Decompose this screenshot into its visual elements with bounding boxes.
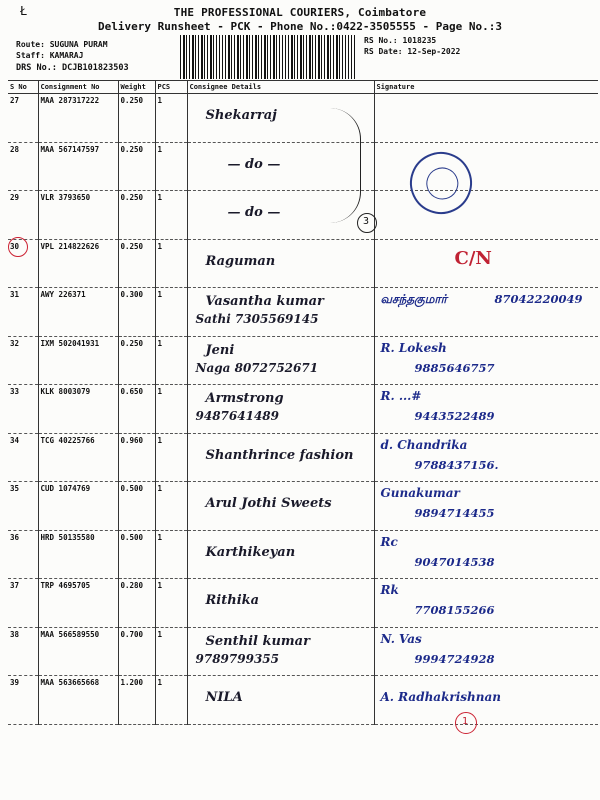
row-pcs: 1 — [155, 385, 187, 434]
rs-date: RS Date: 12-Sep-2022 — [364, 47, 461, 56]
row-consignment-no: CUD 1074769 — [38, 482, 118, 531]
runsheet-table — [8, 80, 598, 725]
table-row — [8, 676, 598, 725]
row-sno: 38 — [8, 627, 38, 676]
row-pcs: 1 — [155, 627, 187, 676]
row-sno: 35 — [8, 482, 38, 531]
consignee-phone: 9487641489 — [195, 409, 279, 423]
row-30-circle — [8, 237, 28, 257]
consignee-name: NILA — [205, 690, 243, 705]
row-pcs: 1 — [155, 191, 187, 240]
row-sno: 37 — [8, 579, 38, 628]
row-signature — [374, 142, 598, 191]
corner-mark: Ł — [20, 4, 28, 18]
recipient-phone: 9788437156. — [414, 457, 499, 472]
row-consignee-details — [187, 530, 374, 579]
consignee-phone: Sathi 7305569145 — [195, 312, 319, 326]
col-signature: Signature — [374, 81, 598, 94]
recipient-signature: வசந்தகுமார் — [380, 292, 447, 306]
recipient-phone: 87042220049 — [494, 292, 583, 306]
row-sno: 33 — [8, 385, 38, 434]
drs-number: DRS No.: DCJB101823503 — [16, 63, 129, 73]
consignee-name: Senthil kumar — [205, 633, 310, 649]
row-signature — [374, 579, 598, 628]
row-sno: 39 — [8, 676, 38, 725]
row-consignment-no: TRP 4695705 — [38, 579, 118, 628]
route-label: Route: SUGUNA PURAM — [16, 40, 108, 49]
row-signature — [374, 336, 598, 385]
table-row — [8, 288, 598, 337]
recipient-signature: Rc — [380, 534, 398, 549]
row-signature — [374, 627, 598, 676]
row-pcs: 1 — [155, 336, 187, 385]
row-weight: 0.250 — [118, 94, 155, 143]
row-signature — [374, 433, 598, 482]
row-signature — [374, 385, 598, 434]
footer-mark: 1 — [462, 716, 469, 727]
row-signature — [374, 288, 598, 337]
table-row — [8, 336, 598, 385]
row-sno: 36 — [8, 530, 38, 579]
row-signature — [374, 676, 598, 725]
row-sno: 31 — [8, 288, 38, 337]
consignee-phone: Naga 8072752671 — [195, 360, 319, 375]
table-row — [8, 530, 598, 579]
row-consignee-details — [187, 676, 374, 725]
row-sno: 32 — [8, 336, 38, 385]
table-row — [8, 627, 598, 676]
row-pcs: 1 — [155, 482, 187, 531]
consignee-phone: 9789799355 — [195, 651, 279, 666]
row-sno: 30 — [8, 239, 38, 288]
row-signature — [374, 94, 598, 143]
row-weight: 0.700 — [118, 627, 155, 676]
table-row — [8, 482, 598, 531]
table-row — [8, 142, 598, 191]
consignee-name: — do — — [227, 205, 281, 220]
consignee-name: Shanthrince fashion — [205, 447, 354, 463]
consignee-name: Karthikeyan — [205, 544, 296, 560]
col-weight: Weight — [118, 81, 155, 94]
consignee-name: Shekarraj — [205, 108, 277, 123]
row-consignment-no: HRD 50135580 — [38, 530, 118, 579]
row-signature — [374, 191, 598, 240]
row-consignee-details — [187, 627, 374, 676]
row-consignment-no: MAA 567147597 — [38, 142, 118, 191]
stamp-inner-ring — [421, 162, 464, 205]
table-row — [8, 191, 598, 240]
recipient-signature: N. Vas — [380, 631, 422, 646]
row-consignment-no: MAA 563665668 — [38, 676, 118, 725]
row-sno: 29 — [8, 191, 38, 240]
row-pcs: 1 — [155, 530, 187, 579]
company-title: THE PROFESSIONAL COURIERS, Coimbatore — [173, 6, 427, 19]
row-pcs: 1 — [155, 142, 187, 191]
col-sno: S No — [8, 81, 38, 94]
row-weight: 0.500 — [118, 530, 155, 579]
recipient-phone: 9047014538 — [414, 554, 495, 569]
table-row — [8, 385, 598, 434]
row-pcs: 1 — [155, 433, 187, 482]
row-consignee-details — [187, 239, 374, 288]
recipient-signature: d. Chandrika — [380, 437, 468, 452]
row-weight: 0.250 — [118, 191, 155, 240]
row-consignee-details — [187, 482, 374, 531]
row-consignee-details — [187, 385, 374, 434]
recipient-signature: C/N — [454, 247, 492, 269]
row-sno: 27 — [8, 94, 38, 143]
col-pcs: PCS — [155, 81, 187, 94]
row-consignee-details — [187, 433, 374, 482]
row-sno: 28 — [8, 142, 38, 191]
row-consignment-no: VLR 3793650 — [38, 191, 118, 240]
recipient-signature: R. Lokesh — [380, 340, 447, 355]
table-row — [8, 94, 598, 143]
circled-count-text: 3 — [363, 216, 370, 227]
row-pcs: 1 — [155, 94, 187, 143]
col-consignee: Consignee Details — [187, 81, 374, 94]
row-weight: 0.250 — [118, 142, 155, 191]
barcode-gaps — [180, 35, 355, 79]
consignee-name: Jeni — [205, 342, 235, 358]
row-consignment-no: AWY 226371 — [38, 288, 118, 337]
staff-label: Staff: KAMARAJ — [16, 51, 84, 60]
recipient-phone: 9894714455 — [414, 506, 495, 520]
row-weight: 0.250 — [118, 336, 155, 385]
recipient-phone: 9885646757 — [414, 360, 495, 375]
recipient-signature: Rk — [380, 583, 399, 597]
row-consignee-details — [187, 288, 374, 337]
row-pcs: 1 — [155, 676, 187, 725]
row-consignment-no: VPL 214822626 — [38, 239, 118, 288]
recipient-phone: 7708155266 — [414, 603, 495, 617]
recipient-signature: Gunakumar — [380, 486, 460, 500]
col-consignment: Consignment No — [38, 81, 118, 94]
table-row — [8, 239, 598, 288]
rs-number: RS No.: 1018235 — [364, 36, 437, 45]
row-pcs: 1 — [155, 288, 187, 337]
row-consignment-no: MAA 566589550 — [38, 627, 118, 676]
row-pcs: 1 — [155, 579, 187, 628]
consignee-name: Rithika — [205, 593, 260, 608]
row-consignment-no: MAA 287317222 — [38, 94, 118, 143]
row-weight: 0.300 — [118, 288, 155, 337]
recipient-phone: 9443522489 — [414, 409, 495, 423]
row-sno: 34 — [8, 433, 38, 482]
recipient-signature: R. ...# — [380, 389, 422, 403]
row-consignee-details — [187, 336, 374, 385]
consignee-name: Raguman — [205, 253, 276, 269]
consignee-name: Armstrong — [205, 391, 284, 406]
table-row — [8, 579, 598, 628]
row-pcs: 1 — [155, 239, 187, 288]
row-weight: 0.650 — [118, 385, 155, 434]
table-header-row — [8, 81, 598, 94]
consignee-name: — do — — [227, 156, 281, 172]
recipient-signature: A. Radhakrishnan — [380, 690, 501, 704]
row-signature — [374, 482, 598, 531]
consignee-name: Vasantha kumar — [205, 294, 324, 309]
table-row — [8, 433, 598, 482]
row-consignment-no: TCG 40225766 — [38, 433, 118, 482]
row-weight: 1.200 — [118, 676, 155, 725]
row-consignment-no: KLK 8003079 — [38, 385, 118, 434]
row-weight: 0.960 — [118, 433, 155, 482]
row-signature — [374, 530, 598, 579]
ditto-brace — [330, 108, 361, 223]
row-weight: 0.280 — [118, 579, 155, 628]
row-consignment-no: IXM 502041931 — [38, 336, 118, 385]
recipient-phone: 9994724928 — [414, 651, 495, 666]
consignee-name: Arul Jothi Sweets — [205, 496, 332, 511]
runsheet-subtitle: Delivery Runsheet - PCK - Phone No.:0422-3505555 - Page No.:3 — [98, 20, 502, 33]
row-weight: 0.250 — [118, 239, 155, 288]
row-signature — [374, 239, 598, 288]
row-weight: 0.500 — [118, 482, 155, 531]
row-consignee-details — [187, 579, 374, 628]
